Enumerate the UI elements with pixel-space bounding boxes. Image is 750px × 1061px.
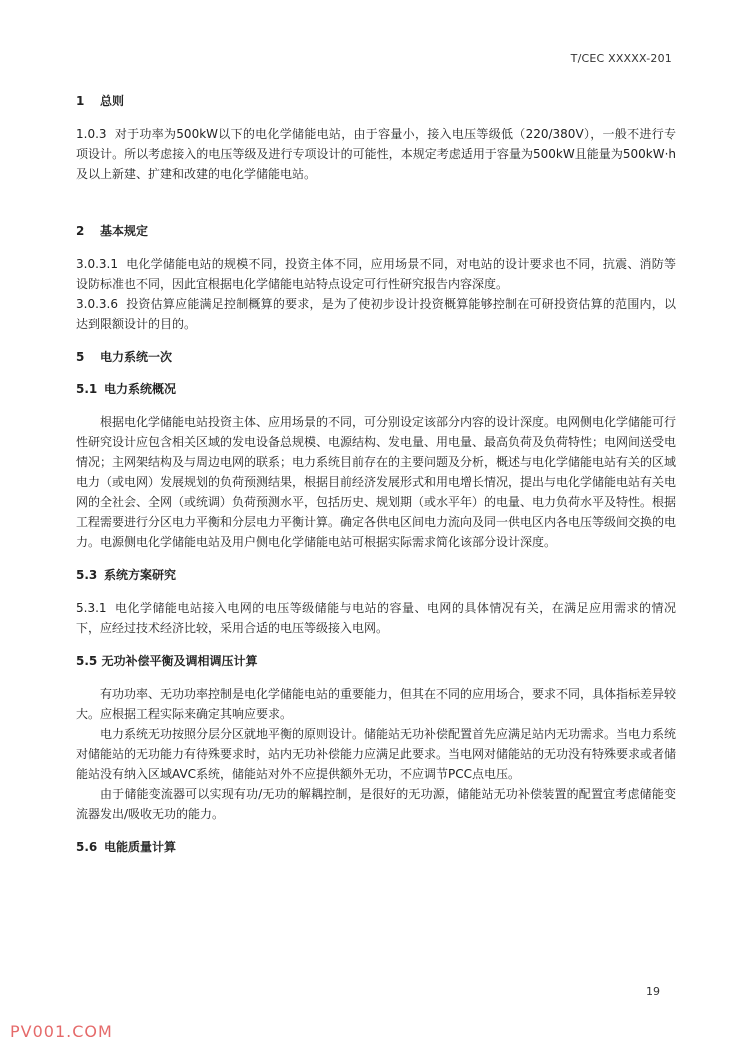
body-paragraph-5-5-a: 有功功率、无功功率控制是电化学储能电站的重要能力，但其在不同的应用场合，要求不同，具体指标差异较大。应根据工程实际来确定其响应要求。: [76, 687, 677, 721]
section-heading-5-6: [76, 838, 676, 856]
section-heading-1: [76, 92, 676, 110]
clause-text: 投资估算应能满足控制概算的要求，是为了使初步设计投资概算能够控制在可研投资估算的范围内，以达到限额设计的目的。: [76, 297, 676, 331]
clause-paragraph-1-0-3: [76, 124, 676, 184]
clause-text: 电化学储能电站接入电网的电压等级储能与电站的容量、电网的具体情况有关，在满足应用需求的情况下，应经过技术经济比较，采用合适的电压等级接入电网。: [76, 601, 676, 635]
clause-paragraph-3-0-3-6: [76, 294, 676, 334]
watermark-text: PV001.COM: [10, 1022, 113, 1041]
document-code: T/CEC XXXXX-201: [570, 52, 672, 65]
section-heading-5-5: [76, 652, 676, 670]
section-title: 总则: [100, 94, 125, 108]
section-number: 5.6: [76, 840, 98, 854]
clause-text: 电化学储能电站的规模不同，投资主体不同，应用场景不同，对电站的设计要求也不同，抗震、消防等设防标准也不同，因此宜根据电化学储能电站特点设定可行性研究报告内容深度。: [76, 257, 676, 291]
clause-number: 1.0.3: [76, 127, 107, 141]
page-content: [76, 92, 676, 856]
section-title: 无功补偿平衡及调相调压计算: [101, 654, 258, 668]
page-number: 19: [646, 985, 660, 998]
section-title: 基本规定: [100, 224, 149, 238]
section-number: 2: [76, 224, 85, 238]
clause-paragraph-5-3-1: [76, 598, 676, 638]
section-heading-5: [76, 348, 676, 366]
section-title: 系统方案研究: [104, 568, 177, 582]
section-heading-5-3: [76, 566, 676, 584]
body-paragraph-5-1: 根据电化学储能电站投资主体、应用场景的不同，可分别设定该部分内容的设计深度。电网侧电化学储能可行性研究设计应包含相关区域的发电设备总规模、电源结构、发电量、用电量、最高负荷及负荷特性；电网间送受电情况；主网架结构及与周边电网的联系；电力系统目前存在的主要问题及分析，概述与电化学储能电站有关的区域电力（或电网）发展规划的负荷预测结果，根据目前经济发展形式和用电增长情况，提出与电化学储能电站有关电网的全社会、全网（或统调）负荷预测水平，包括历史、规划期（或水平年）的电量、电力负荷水平及特性。根据工程需要进行分区电力平衡和分层电力平衡计算。确定各供电区间电力流向及同一供电区内各电压等级间交换的电力。电源侧电化学储能电站及用户侧电化学储能电站可根据实际需求简化该部分设计深度。: [76, 415, 677, 549]
clause-number: 5.3.1: [76, 601, 107, 615]
section-title: 电力系统概况: [104, 382, 177, 396]
clause-number: 3.0.3.1: [76, 257, 118, 271]
clause-number: 3.0.3.6: [76, 297, 118, 311]
section-heading-2: [76, 222, 676, 240]
clause-text: 对于功率为500kW以下的电化学储能电站，由于容量小，接入电压等级低（220/380V），一般不进行专项设计。所以考虑接入的电压等级及进行专项设计的可能性，本规定考虑适用于容量为500kW且能量为500kW·h及以上新建、扩建和改建的电化学储能电站。: [76, 127, 676, 181]
body-paragraph-5-5-c: 由于储能变流器可以实现有功/无功的解耦控制，是很好的无功源，储能站无功补偿装置的配置宜考虑储能变流器发出/吸收无功的能力。: [76, 787, 676, 821]
clause-paragraph-3-0-3-1: [76, 254, 676, 294]
section-number: 5.5: [76, 654, 98, 668]
section-number: 1: [76, 94, 85, 108]
section-number: 5: [76, 350, 85, 364]
section-number: 5.3: [76, 568, 98, 582]
section-title: 电能质量计算: [104, 840, 177, 854]
section-title: 电力系统一次: [100, 350, 173, 364]
section-heading-5-1: [76, 380, 676, 398]
section-number: 5.1: [76, 382, 98, 396]
body-paragraph-5-5-b: 电力系统无功按照分层分区就地平衡的原则设计。储能站无功补偿配置首先应满足站内无功需求。当电力系统对储能站的无功能力有待殊要求时，站内无功补偿能力应满足此要求。当电网对储能站的无功没有特殊要求或者储能站没有纳入区域AVC系统，储能站对外不应提供额外无功，不应调节PCC点电压。: [76, 727, 677, 781]
